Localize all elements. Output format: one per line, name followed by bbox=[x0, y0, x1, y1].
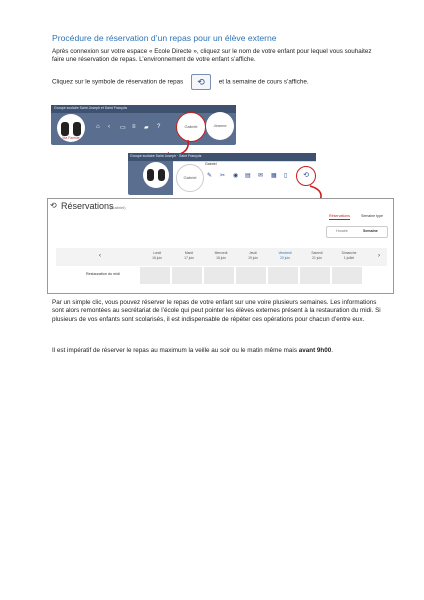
reservations-title: Réservations bbox=[61, 201, 114, 211]
row-label-restauration: Restauration du midi bbox=[86, 272, 120, 276]
reservations-subtitle: (Gabriel) bbox=[110, 205, 126, 210]
reservation-cell[interactable] bbox=[268, 267, 298, 284]
deadline-end: . bbox=[331, 347, 334, 354]
logo-text: Ma Famille bbox=[62, 136, 80, 140]
day-date: 18 juin bbox=[216, 255, 226, 260]
details-paragraph: Par un simple clic, vous pouvez réserver le repas de votre enfant sur une voire plusieurs semaines. Les informations sont alors remontées au secrétariat de l’école qui peut pointer les élèves externes présent à la restauration du midi. Si plusieurs de vos enfants sont scolarisés, il est indispensable de répéter ces opérations pour chacun d’entre eux. bbox=[52, 299, 381, 323]
reservation-icon: ⟲ bbox=[191, 74, 211, 90]
child-gabriel-avatar[interactable]: Gabriel bbox=[176, 164, 204, 192]
day-name: Mardi bbox=[184, 251, 194, 255]
instruction-paragraph bbox=[52, 74, 382, 90]
day-date: 20 juin bbox=[280, 255, 290, 260]
day-header[interactable] bbox=[142, 251, 172, 260]
day-name: Jeudi bbox=[249, 251, 257, 255]
prev-week-icon[interactable]: ‹ bbox=[99, 253, 101, 259]
reservation-cell[interactable] bbox=[204, 267, 234, 284]
day-header[interactable] bbox=[334, 251, 364, 260]
day-header-today[interactable] bbox=[270, 251, 300, 260]
tab-reservations[interactable]: Réservations bbox=[329, 214, 350, 218]
child-header-name: Gabriel bbox=[205, 162, 217, 166]
day-header[interactable] bbox=[238, 251, 268, 260]
day-name: Lundi bbox=[152, 251, 162, 255]
page-title: Procédure de réservation d’un repas pour un élève externe bbox=[52, 33, 277, 43]
tab-semaine-type[interactable]: Semaine type bbox=[361, 214, 383, 218]
day-header[interactable] bbox=[174, 251, 204, 260]
day-name: Vendredi bbox=[278, 251, 292, 255]
day-header[interactable] bbox=[302, 251, 332, 260]
intro-paragraph: Après connexion sur votre espace « Ecole Directe », cliquez sur le nom de votre enfant pour lequel vous souhaitez faire une réservation de repas. L’environnement de votre enfant s’affiche. bbox=[52, 48, 372, 64]
deadline-paragraph bbox=[52, 347, 382, 355]
card-icon[interactable]: ▭ bbox=[120, 125, 126, 131]
list-icon[interactable]: ≡ bbox=[132, 124, 136, 130]
reservation-cell[interactable] bbox=[236, 267, 266, 284]
calendar-icon[interactable]: ▦ bbox=[271, 173, 277, 179]
instruction-text-before: Cliquez sur le symbole de réservation de repas bbox=[52, 78, 184, 86]
school-name-2: Groupe scolaire Saint Joseph · Saint François bbox=[130, 154, 202, 158]
day-date: 21 juin bbox=[312, 255, 322, 260]
instruction-text-after: et la semaine de cours s’affiche. bbox=[218, 78, 309, 86]
family-logo bbox=[57, 114, 85, 142]
child-jeanne-button[interactable]: Jeanne bbox=[206, 112, 234, 140]
reservations-icon: ⟲ bbox=[50, 201, 57, 210]
child-gabriel-button[interactable]: Gabriel bbox=[176, 112, 206, 142]
family-logo-2 bbox=[143, 162, 169, 188]
next-week-icon[interactable]: › bbox=[378, 253, 380, 259]
day-date: 19 juin bbox=[248, 255, 258, 260]
help-icon[interactable]: ? bbox=[157, 124, 161, 130]
reservation-cell[interactable] bbox=[332, 267, 362, 284]
reservation-cell[interactable] bbox=[172, 267, 202, 284]
reservation-cell[interactable] bbox=[140, 267, 170, 284]
reservation-cells bbox=[140, 267, 375, 284]
deadline-text: Il est impératif de réserver le repas au maximum la veille au soir ou le matin même mais bbox=[52, 347, 299, 354]
reservation-cell[interactable] bbox=[300, 267, 330, 284]
toggle-semaine[interactable]: Semaine bbox=[363, 229, 378, 233]
home-icon[interactable]: ⌂ bbox=[96, 124, 100, 130]
day-header[interactable] bbox=[206, 251, 236, 260]
day-name: Mercredi bbox=[214, 251, 228, 255]
school-name-1: Groupe scolaire Saint Joseph et Saint François bbox=[54, 106, 128, 110]
day-date: 1 juillet bbox=[343, 255, 355, 260]
day-date: 16 juin bbox=[152, 255, 162, 260]
clipboard-icon[interactable]: ▤ bbox=[245, 173, 251, 179]
chat-icon[interactable]: ◉ bbox=[233, 173, 239, 179]
day-name: Samedi bbox=[311, 251, 323, 255]
day-name: Dimanche bbox=[341, 251, 357, 255]
chevron-left-icon[interactable]: ‹ bbox=[108, 124, 110, 130]
days-container bbox=[142, 251, 377, 267]
pen-icon[interactable]: ✎ bbox=[207, 173, 213, 179]
deadline-time: avant 9h00 bbox=[298, 347, 332, 354]
tools-icon[interactable]: ✂ bbox=[220, 173, 226, 179]
document-icon[interactable]: ▯ bbox=[284, 173, 288, 179]
day-date: 17 juin bbox=[184, 255, 194, 260]
folder-icon[interactable]: ▰ bbox=[144, 125, 149, 131]
meal-reservation-icon[interactable]: ⟲ bbox=[296, 166, 316, 186]
mail-icon[interactable]: ✉ bbox=[258, 173, 264, 179]
toggle-horaire[interactable]: Horaire bbox=[336, 229, 348, 233]
